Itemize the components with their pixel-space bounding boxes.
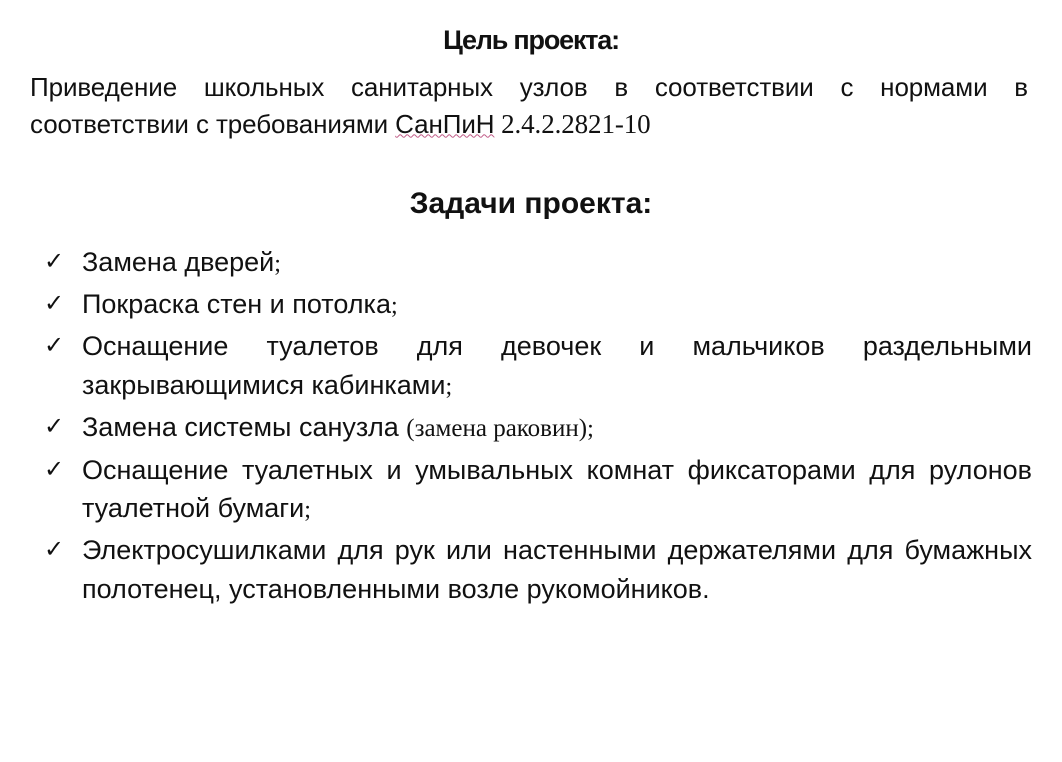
list-item-label xyxy=(82,531,1032,608)
list-item-label xyxy=(82,327,1032,404)
list-item-parenthetical: (замена раковин) xyxy=(406,415,588,443)
list-item-tail: ; xyxy=(390,293,398,320)
list-item-tail: ; xyxy=(274,250,281,277)
list-item xyxy=(30,327,1032,404)
list-item-tail: ; xyxy=(445,373,453,400)
goal-text-underlined: СанПиН xyxy=(395,108,495,139)
list-item-tail: ; xyxy=(304,496,311,523)
check-mark-icon: ✓ xyxy=(44,536,65,564)
check-mark-icon: ✓ xyxy=(44,247,65,275)
check-mark-icon: ✓ xyxy=(44,413,65,441)
list-item-main: Электросушилками для рук или настенными держателями для бумажных полотенец, установленными возле рукомойников. xyxy=(82,535,1032,604)
list-item xyxy=(30,451,1032,528)
list-item-label xyxy=(82,243,1032,281)
check-mark-icon: ✓ xyxy=(44,290,65,318)
list-item xyxy=(30,531,1032,608)
list-item-main: Оснащение туалетов для девочек и мальчиков раздельными закрывающимися кабинками xyxy=(82,331,1032,400)
list-item-main: Замена дверей xyxy=(82,246,275,277)
tasks-list xyxy=(30,243,1032,608)
list-item-tail: ; xyxy=(587,416,594,443)
list-item-label xyxy=(82,285,1032,323)
goal-text-part1: Приведение школьных санитарных узлов в соответствии с нормами в соответствии с требованиями xyxy=(30,71,1028,139)
tasks-section-title: Задачи проекта: xyxy=(409,186,653,220)
goal-section-text xyxy=(30,70,1028,143)
goal-section-title: Цель проекта: xyxy=(443,25,619,55)
goal-text-part2: 2.4.2.2821-10 xyxy=(494,108,651,139)
list-item-main: Замена системы санузла xyxy=(82,412,407,443)
list-item-label xyxy=(82,408,1032,447)
list-item-main: Покраска стен и потолка xyxy=(82,289,391,320)
list-item xyxy=(30,285,1032,323)
list-item xyxy=(30,408,1032,447)
check-mark-icon: ✓ xyxy=(44,455,65,483)
list-item-label xyxy=(82,451,1032,528)
list-item xyxy=(30,243,1032,281)
check-mark-icon: ✓ xyxy=(44,332,65,360)
list-item-main: Оснащение туалетных и умывальных комнат фиксаторами для рулонов туалетной бумаги xyxy=(82,454,1032,523)
